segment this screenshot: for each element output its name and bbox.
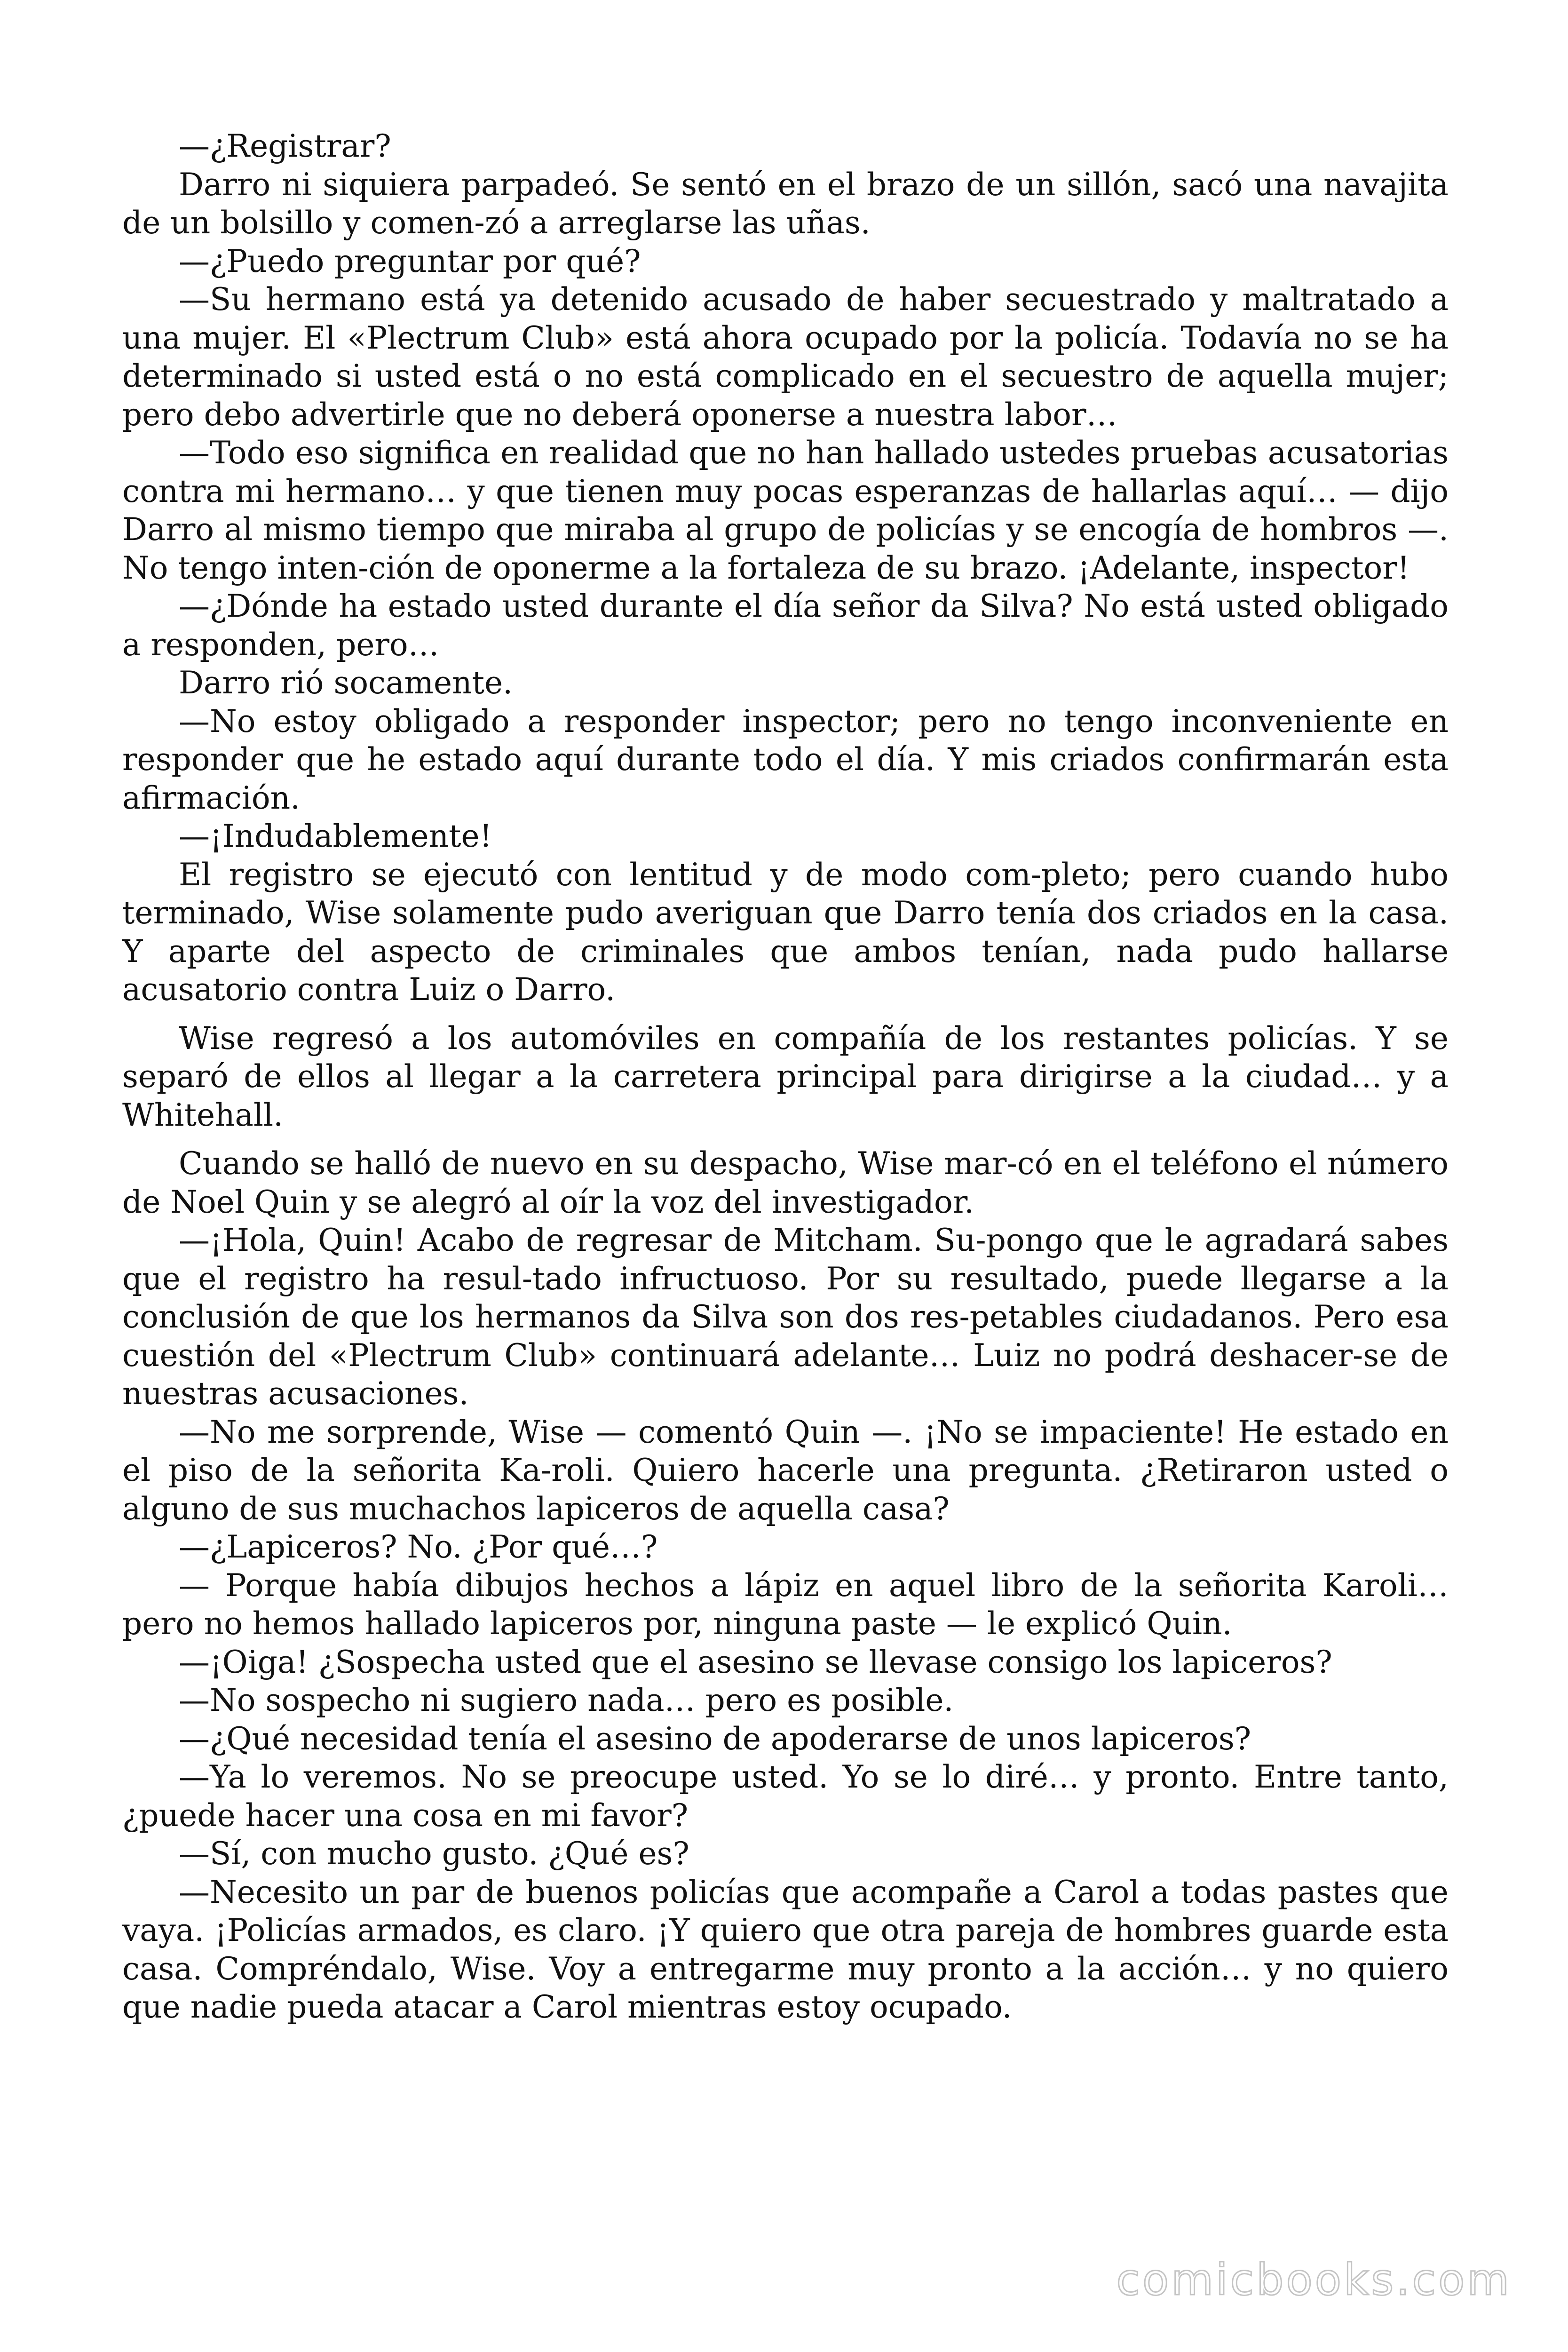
paragraph: — Porque había dibujos hechos a lápiz en aquel libro de la señorita Karoli… pero no hemos hallado lapiceros por, ninguna paste — le explicó Quin. xyxy=(122,1567,1449,1642)
paragraph: —¿Qué necesidad tenía el asesino de apoderarse de unos lapiceros? xyxy=(179,1720,1251,1757)
paragraph: Darro rió socamente. xyxy=(179,665,513,701)
paragraph: Wise regresó a los automóviles en compañía de los restantes policías. Y se separó de ellos al llegar a la carretera principal para dirigirse a la ciudad… y a Whitehall. xyxy=(122,1020,1449,1133)
paragraph: El registro se ejecutó con lentitud y de modo com-pleto; pero cuando hubo terminado, Wise solamente pudo averiguan que Darro tenía dos criados en la casa. Y aparte del aspecto de criminales que ambos tenían, nada pudo hallarse acusatorio contra Luiz o Darro. xyxy=(122,856,1449,1008)
paragraph: —¿Registrar? xyxy=(179,128,391,164)
paragraph: —Sí, con mucho gusto. ¿Qué es? xyxy=(179,1836,689,1872)
paragraph: —¡Oiga! ¿Sospecha usted que el asesino se llevase consigo los lapiceros? xyxy=(179,1644,1332,1680)
paragraph: —No me sorprende, Wise — comentó Quin —. ¡No se impaciente! He estado en el piso de la señorita Ka-roli. Quiero hacerle una pregunta. ¿Retiraron usted o alguno de sus muchachos lapiceros de aquella casa? xyxy=(122,1414,1449,1527)
paragraph: Cuando se halló de nuevo en su despacho, Wise mar-có en el teléfono el número de Noel Quin y se alegró al oír la voz del investigador. xyxy=(122,1145,1449,1220)
paragraph: —Su hermano está ya detenido acusado de haber secuestrado y maltratado a una mujer. El «Plectrum Club» está ahora ocupado por la policía. Todavía no se ha determinado si usted está o no está complicado en el secuestro de aquella mujer; pero debo advertirle que no deberá oponerse a nuestra labor… xyxy=(122,281,1449,433)
paragraph: —¿Puedo preguntar por qué? xyxy=(179,243,641,279)
paragraph: —No estoy obligado a responder inspector; pero no tengo inconveniente en responder que he estado aquí durante todo el día. Y mis criados confirmarán esta afirmación. xyxy=(122,703,1449,816)
paragraph: —¡Indudablemente! xyxy=(179,818,492,854)
paragraph: —Ya lo veremos. No se preocupe usted. Yo se lo diré… y pronto. Entre tanto, ¿puede hacer una cosa en mi favor? xyxy=(122,1759,1449,1834)
paragraph: —¿Dónde ha estado usted durante el día señor da Silva? No está usted obligado a responden, pero… xyxy=(122,588,1449,663)
page-body xyxy=(122,127,1449,2026)
paragraph: —No sospecho ni sugiero nada… pero es posible. xyxy=(179,1682,954,1718)
paragraph: —Necesito un par de buenos policías que acompañe a Carol a todas pastes que vaya. ¡Policías armados, es claro. ¡Y quiero que otra pareja de hombres guarde esta casa. Compréndalo, Wise. Voy a entregarme muy pronto a la acción… y no quiero que nadie pueda atacar a Carol mientras estoy ocupado. xyxy=(122,1874,1449,2025)
paragraph: —Todo eso significa en realidad que no han hallado ustedes pruebas acusatorias contra mi hermano… y que tienen muy pocas esperanzas de hallarlas aquí… — dijo Darro al mismo tiempo que miraba al grupo de policías y se encogía de hombros —. No tengo inten-ción de oponerme a la fortaleza de su brazo. ¡Adelante, inspector! xyxy=(122,435,1449,586)
paragraph: Darro ni siquiera parpadeó. Se sentó en el brazo de un sillón, sacó una navajita de un bolsillo y comen-zó a arreglarse las uñas. xyxy=(122,166,1449,241)
watermark: comicbooks.com xyxy=(1116,2255,1512,2305)
paragraph: —¿Lapiceros? No. ¿Por qué…? xyxy=(179,1529,658,1565)
paragraph: —¡Hola, Quin! Acabo de regresar de Mitcham. Su-pongo que le agradará sabes que el registro ha resul-tado infructuoso. Por su resultado, puede llegarse a la conclusión de que los hermanos da Silva son dos res-petables ciudadanos. Pero esa cuestión del «Plectrum Club» continuará adelante… Luiz no podrá deshacer-se de nuestras acusaciones. xyxy=(122,1222,1449,1412)
